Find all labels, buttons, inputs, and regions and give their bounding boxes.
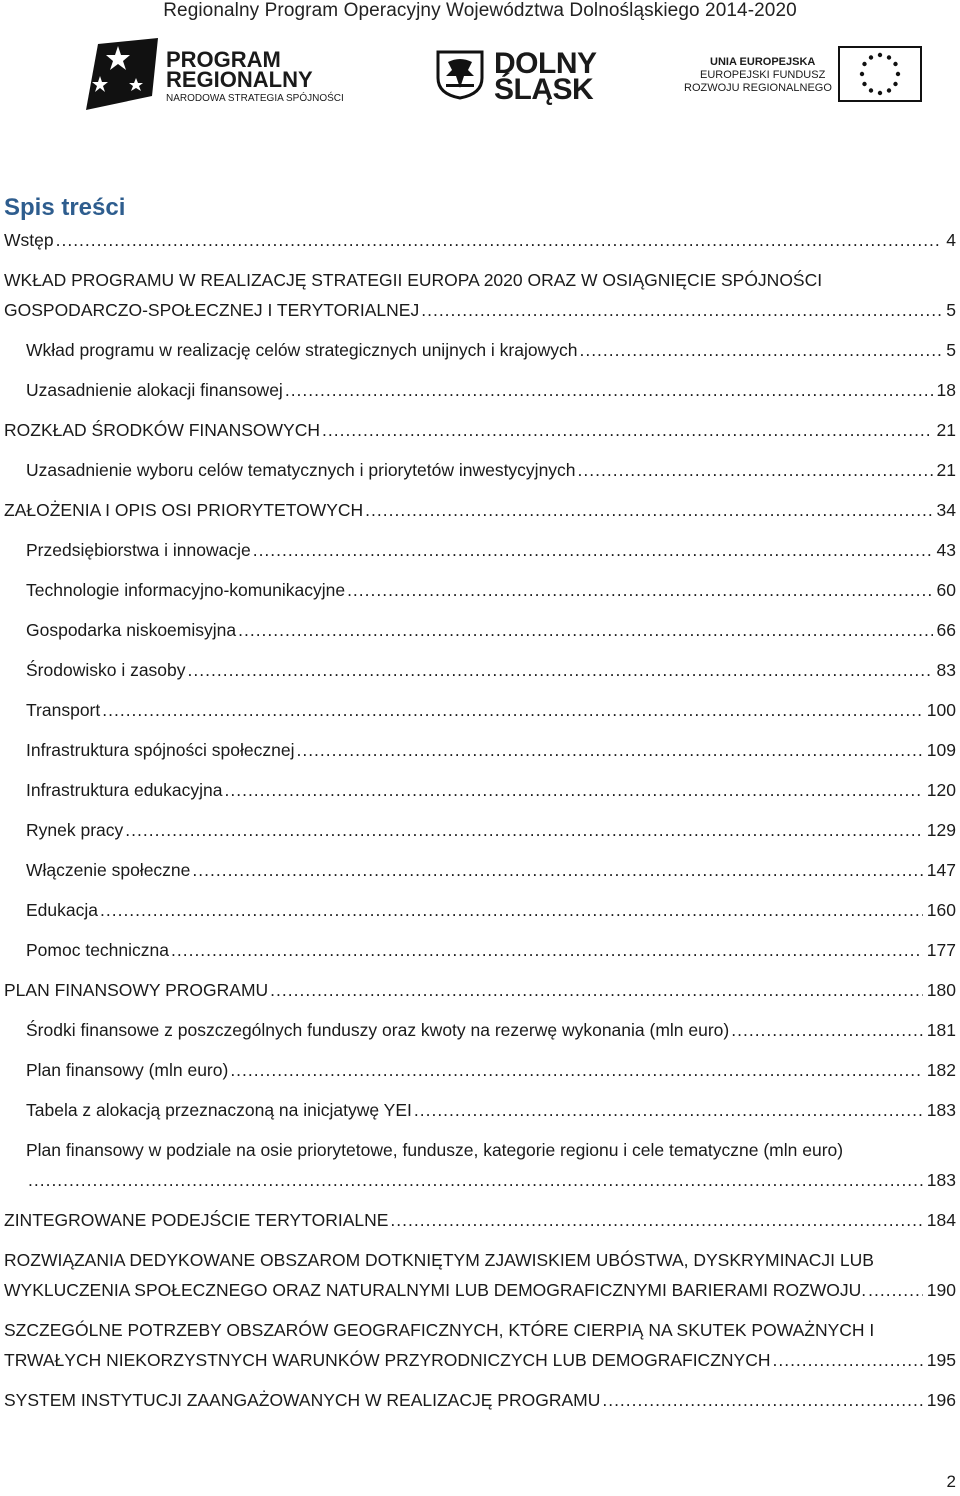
toc-leader-dots (322, 419, 933, 441)
toc-entry-label: Gospodarka niskoemisyjna (26, 620, 237, 640)
toc-leader-dots (868, 1279, 923, 1301)
toc-entry-label: PLAN FINANSOWY PROGRAMU (4, 980, 269, 1000)
toc-leader-dots (56, 229, 943, 251)
toc-leader-dots (238, 619, 932, 641)
toc-leader-dots (188, 659, 933, 681)
region-logo-line2: ŚLĄSK (494, 73, 594, 106)
toc-leader-dots (296, 739, 922, 761)
toc-entry-page: 83 (936, 660, 956, 680)
toc-entry-label: ZAŁOŻENIA I OPIS OSI PRIORYTETOWYCH (4, 500, 364, 520)
toc-entry-wstep[interactable] (4, 229, 956, 251)
toc-leader-dots (285, 379, 933, 401)
toc-entry-page: 43 (936, 540, 956, 560)
toc-leader-dots (102, 699, 923, 721)
toc-entry-label: ZINTEGROWANE PODEJŚCIE TERYTORIALNE (4, 1210, 389, 1230)
program-regionalny-logo-icon (78, 36, 162, 112)
toc-entry-label: Technologie informacyjno-komunikacyjne (26, 580, 346, 600)
toc-leader-dots (731, 1019, 923, 1041)
toc-entry-page: 180 (926, 980, 956, 1000)
toc-leader-dots (100, 899, 923, 921)
toc-entry-label: Transport (26, 700, 101, 720)
toc-entry-label: Rynek pracy (26, 820, 124, 840)
toc-entry-page: 120 (926, 780, 956, 800)
program-logo-line2: REGIONALNY (166, 67, 313, 92)
toc-entry-label: Tabela z alokacją przeznaczoną na inicjatywę YEI (26, 1100, 412, 1120)
toc-leader-dots (230, 1059, 922, 1081)
toc-entry-label: Edukacja (26, 900, 98, 920)
toc-entry[interactable] (26, 1019, 956, 1041)
program-logo-line3: NARODOWA STRATEGIA SPÓJNOŚCI (166, 93, 344, 104)
toc-entry-label: Uzasadnienie alokacji finansowej (26, 380, 283, 400)
toc-entry-label-cont: TRWAŁYCH NIEKORZYSTNYCH WARUNKÓW PRZYRODNICZYCH LUB DEMOGRAFICZNYCH (4, 1350, 771, 1370)
running-header: Regionalny Program Operacyjny Województwa Dolnośląskiego 2014-2020 (163, 0, 797, 21)
toc-entry[interactable] (26, 1059, 956, 1081)
toc-entry-page: 195 (926, 1350, 956, 1370)
program-logo-line1: PROGRAM (166, 47, 281, 72)
toc-entry-page: 183 (926, 1100, 956, 1120)
toc-entry-page: 190 (926, 1280, 956, 1300)
toc-entry[interactable] (26, 779, 956, 801)
toc-leader-dots (347, 579, 932, 601)
toc-entry-label: SYSTEM INSTYTUCJI ZAANGAŻOWANYCH W REALIZACJĘ PROGRAMU (4, 1390, 601, 1410)
toc-entry-label: Środki finansowe z poszczególnych funduszy oraz kwoty na rezerwę wykonania (mln euro) (26, 1020, 730, 1040)
toc-entry[interactable] (26, 859, 956, 881)
toc-leader-dots (225, 779, 923, 801)
toc-entry-wklad-programu[interactable] (4, 299, 956, 321)
toc-entry-label: Włączenie społeczne (26, 860, 191, 880)
eagle-crest-icon (434, 48, 486, 100)
toc-entry-label[interactable]: SZCZEGÓLNE POTRZEBY OBSZARÓW GEOGRAFICZNYCH, KTÓRE CIERPIĄ NA SKUTEK POWAŻNYCH I (4, 1320, 875, 1340)
toc-entry-page: 4 (946, 230, 956, 250)
toc-entry-page: 66 (936, 620, 956, 640)
toc-leader-dots (414, 1099, 923, 1121)
toc-leader-dots (579, 339, 942, 361)
eu-flag-icon (838, 46, 922, 102)
toc-entry-page: 18 (936, 380, 956, 400)
toc-entry-page: 177 (926, 940, 956, 960)
toc-leader-dots (125, 819, 923, 841)
toc-entry-page: 109 (926, 740, 956, 760)
toc-entry-label: Infrastruktura spójności społecznej (26, 740, 295, 760)
toc-entry-page: 182 (926, 1060, 956, 1080)
toc-entry-page: 147 (926, 860, 956, 880)
toc-entry[interactable] (26, 739, 956, 761)
eu-logo-line3: ROZWOJU REGIONALNEGO (684, 82, 832, 94)
toc-entry-page: 129 (926, 820, 956, 840)
toc-leader-dots (390, 1209, 922, 1231)
toc-entry-page: 21 (936, 460, 956, 480)
toc-leader-dots (365, 499, 932, 521)
toc-entry-page: 196 (926, 1390, 956, 1410)
toc-entry-plan-finansowy-podzial[interactable] (26, 1169, 956, 1191)
toc-entry[interactable] (4, 1209, 956, 1231)
toc-entry-page: 183 (926, 1170, 956, 1190)
toc-entry-label[interactable]: Plan finansowy w podziale na osie priorytetowe, fundusze, kategorie regionu i cele tematyczne (mln euro) (26, 1140, 844, 1160)
logo-bar (0, 36, 960, 116)
toc-entry[interactable] (26, 539, 956, 561)
toc-entry-page: 5 (946, 300, 956, 320)
region-logo-line1: DOLNY (494, 47, 597, 80)
toc-entry[interactable] (26, 939, 956, 961)
toc-entry-page: 34 (936, 500, 956, 520)
toc-entry-label: Uzasadnienie wyboru celów tematycznych i priorytetów inwestycyjnych (26, 460, 576, 480)
toc-entry-page: 100 (926, 700, 956, 720)
toc-entry-label[interactable]: ROZWIĄZANIA DEDYKOWANE OBSZAROM DOTKNIĘTYM ZJAWISKIEM UBÓSTWA, DYSKRYMINACJI LUB (4, 1250, 874, 1270)
page-number: 2 (946, 1472, 956, 1491)
toc-leader-dots (421, 299, 942, 321)
toc-entry-page: 160 (926, 900, 956, 920)
toc-leader-dots (578, 459, 933, 481)
toc-leader-dots (28, 1169, 923, 1191)
toc-entry-label-cont: GOSPODARCZO-SPOŁECZNEJ I TERYTORIALNEJ (4, 300, 420, 320)
toc-entry-label: Infrastruktura edukacyjna (26, 780, 223, 800)
toc-entry[interactable] (26, 379, 956, 401)
toc-leader-dots (253, 539, 933, 561)
toc-entry[interactable] (26, 619, 956, 641)
eu-logo-line2: EUROPEJSKI FUNDUSZ (700, 69, 826, 81)
toc-entry-label: Wstęp (4, 230, 54, 250)
toc-entry-label: Pomoc techniczna (26, 940, 169, 960)
toc-entry[interactable] (26, 659, 956, 681)
eu-logo-line1: UNIA EUROPEJSKA (710, 56, 816, 68)
toc-leader-dots (772, 1349, 922, 1371)
toc-entry-label: Plan finansowy (mln euro) (26, 1060, 229, 1080)
toc-entry[interactable] (4, 979, 956, 1001)
toc-entry[interactable] (26, 819, 956, 841)
toc-entry-label-cont: WYKLUCZENIA SPOŁECZNEGO ORAZ NATURALNYMI LUB DEMOGRAFICZNYMI BARIERAMI ROZWOJU. (4, 1280, 867, 1300)
toc-entry[interactable] (26, 1099, 956, 1121)
toc-entry-page: 184 (926, 1210, 956, 1230)
toc-entry-label[interactable]: WKŁAD PROGRAMU W REALIZACJĘ STRATEGII EUROPA 2020 ORAZ W OSIĄGNIĘCIE SPÓJNOŚCI (4, 270, 823, 290)
toc-leader-dots (602, 1389, 922, 1411)
toc-entry-page: 5 (946, 340, 956, 360)
toc-entry-szczegolne-potrzeby[interactable] (4, 1349, 956, 1371)
toc-title: Spis treści (4, 194, 126, 221)
toc-entry-page: 60 (936, 580, 956, 600)
toc-entry-rozwiazania[interactable] (4, 1279, 956, 1301)
toc-leader-dots (171, 939, 923, 961)
toc-entry-page: 21 (936, 420, 956, 440)
toc-entry-label: Środowisko i zasoby (26, 660, 186, 680)
toc-entry[interactable] (26, 899, 956, 921)
toc-leader-dots (270, 979, 923, 1001)
toc-entry[interactable] (26, 339, 956, 361)
toc-entry[interactable] (4, 1389, 956, 1411)
toc-entry-label: Wkład programu w realizację celów strategicznych unijnych i krajowych (26, 340, 578, 360)
toc-entry[interactable] (4, 499, 956, 521)
toc-entry[interactable] (26, 579, 956, 601)
toc-entry[interactable] (26, 699, 956, 721)
toc-entry-label: Przedsiębiorstwa i innowacje (26, 540, 251, 560)
toc-entry-label: ROZKŁAD ŚRODKÓW FINANSOWYCH (4, 420, 320, 440)
toc-entry[interactable] (4, 419, 956, 441)
toc-leader-dots (192, 859, 922, 881)
toc-entry[interactable] (26, 459, 956, 481)
toc-entry-page: 181 (926, 1020, 956, 1040)
